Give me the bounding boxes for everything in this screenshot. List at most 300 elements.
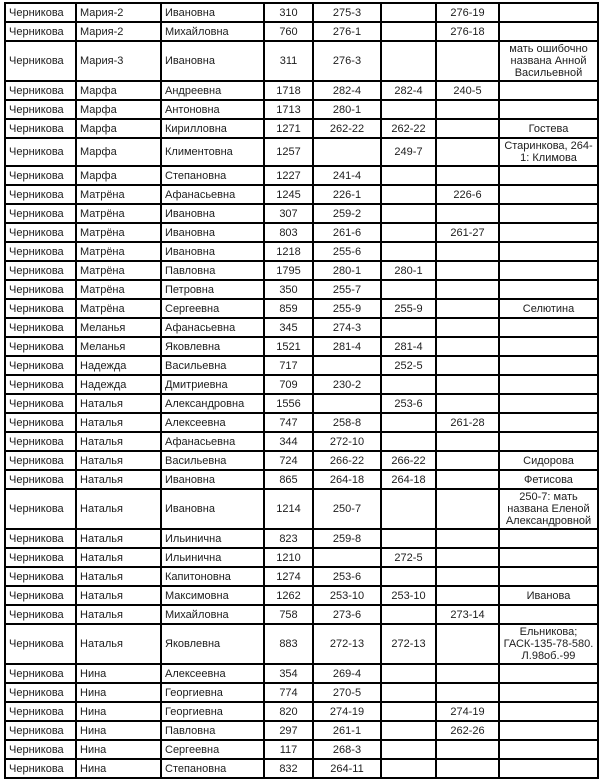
cell-given-name: Матрёна bbox=[76, 242, 161, 261]
table-row bbox=[5, 432, 598, 451]
cell-given-name: Матрёна bbox=[76, 204, 161, 223]
cell-ref-1: 266-22 bbox=[313, 451, 381, 470]
cell-notes: Старинкова, 264-1: Климова bbox=[499, 138, 598, 166]
cell-patronymic: Алексеевна bbox=[161, 664, 264, 683]
cell-record-number: 747 bbox=[264, 413, 313, 432]
table-row bbox=[5, 3, 598, 22]
cell-record-number: 758 bbox=[264, 605, 313, 624]
cell-ref-3 bbox=[436, 375, 499, 394]
records-table bbox=[4, 2, 599, 779]
cell-given-name: Наталья bbox=[76, 394, 161, 413]
cell-ref-1: 250-7 bbox=[313, 489, 381, 529]
cell-ref-1: 276-1 bbox=[313, 22, 381, 41]
cell-ref-2 bbox=[381, 280, 436, 299]
cell-given-name: Наталья bbox=[76, 605, 161, 624]
cell-ref-2 bbox=[381, 432, 436, 451]
cell-ref-2 bbox=[381, 166, 436, 185]
cell-notes bbox=[499, 721, 598, 740]
cell-ref-3: 262-26 bbox=[436, 721, 499, 740]
table-row bbox=[5, 529, 598, 548]
cell-notes bbox=[499, 394, 598, 413]
cell-ref-2 bbox=[381, 223, 436, 242]
table-row bbox=[5, 100, 598, 119]
cell-ref-1: 274-3 bbox=[313, 318, 381, 337]
cell-patronymic: Георгиевна bbox=[161, 683, 264, 702]
cell-given-name: Матрёна bbox=[76, 280, 161, 299]
cell-record-number: 883 bbox=[264, 624, 313, 664]
cell-surname: Черникова bbox=[5, 375, 76, 394]
cell-ref-2 bbox=[381, 605, 436, 624]
cell-notes: Сидорова bbox=[499, 451, 598, 470]
cell-surname: Черникова bbox=[5, 22, 76, 41]
cell-patronymic: Ивановна bbox=[161, 3, 264, 22]
cell-surname: Черникова bbox=[5, 489, 76, 529]
cell-record-number: 820 bbox=[264, 702, 313, 721]
cell-ref-3 bbox=[436, 586, 499, 605]
cell-record-number: 1245 bbox=[264, 185, 313, 204]
cell-patronymic: Ивановна bbox=[161, 489, 264, 529]
cell-record-number: 311 bbox=[264, 41, 313, 81]
table-row bbox=[5, 451, 598, 470]
cell-record-number: 724 bbox=[264, 451, 313, 470]
cell-notes: Иванова bbox=[499, 586, 598, 605]
cell-ref-2 bbox=[381, 702, 436, 721]
cell-patronymic: Ивановна bbox=[161, 204, 264, 223]
table-row bbox=[5, 185, 598, 204]
cell-given-name: Нина bbox=[76, 759, 161, 778]
cell-ref-1: 270-5 bbox=[313, 683, 381, 702]
cell-ref-2: 249-7 bbox=[381, 138, 436, 166]
cell-surname: Черникова bbox=[5, 451, 76, 470]
cell-surname: Черникова bbox=[5, 702, 76, 721]
cell-given-name: Мария-2 bbox=[76, 22, 161, 41]
cell-ref-2 bbox=[381, 3, 436, 22]
table-row bbox=[5, 740, 598, 759]
cell-given-name: Наталья bbox=[76, 451, 161, 470]
cell-ref-2: 262-22 bbox=[381, 119, 436, 138]
cell-given-name: Наталья bbox=[76, 489, 161, 529]
cell-notes bbox=[499, 432, 598, 451]
cell-ref-1: 253-6 bbox=[313, 567, 381, 586]
cell-given-name: Меланья bbox=[76, 318, 161, 337]
cell-ref-1: 255-7 bbox=[313, 280, 381, 299]
table-row bbox=[5, 470, 598, 489]
cell-surname: Черникова bbox=[5, 242, 76, 261]
cell-ref-2 bbox=[381, 740, 436, 759]
cell-ref-2 bbox=[381, 721, 436, 740]
cell-surname: Черникова bbox=[5, 3, 76, 22]
cell-ref-1: 264-11 bbox=[313, 759, 381, 778]
cell-surname: Черникова bbox=[5, 624, 76, 664]
cell-record-number: 1556 bbox=[264, 394, 313, 413]
cell-surname: Черникова bbox=[5, 318, 76, 337]
cell-ref-3 bbox=[436, 740, 499, 759]
table-row bbox=[5, 138, 598, 166]
cell-patronymic: Ивановна bbox=[161, 41, 264, 81]
cell-ref-1: 268-3 bbox=[313, 740, 381, 759]
cell-notes bbox=[499, 204, 598, 223]
cell-ref-2: 282-4 bbox=[381, 81, 436, 100]
cell-patronymic: Михайловна bbox=[161, 605, 264, 624]
table-row bbox=[5, 702, 598, 721]
cell-ref-3 bbox=[436, 683, 499, 702]
cell-notes: Ельникова; ГАСК-135-78-580. Л.98об.-99 bbox=[499, 624, 598, 664]
cell-surname: Черникова bbox=[5, 356, 76, 375]
table-row bbox=[5, 548, 598, 567]
cell-notes bbox=[499, 683, 598, 702]
cell-given-name: Наталья bbox=[76, 624, 161, 664]
table-row bbox=[5, 624, 598, 664]
cell-ref-2 bbox=[381, 185, 436, 204]
cell-notes bbox=[499, 185, 598, 204]
cell-given-name: Наталья bbox=[76, 586, 161, 605]
cell-record-number: 310 bbox=[264, 3, 313, 22]
cell-surname: Черникова bbox=[5, 567, 76, 586]
cell-ref-3 bbox=[436, 261, 499, 280]
table-row bbox=[5, 586, 598, 605]
cell-surname: Черникова bbox=[5, 185, 76, 204]
table-row bbox=[5, 489, 598, 529]
cell-ref-1: 253-10 bbox=[313, 586, 381, 605]
cell-notes bbox=[499, 81, 598, 100]
cell-ref-1: 273-6 bbox=[313, 605, 381, 624]
cell-surname: Черникова bbox=[5, 204, 76, 223]
cell-given-name: Нина bbox=[76, 683, 161, 702]
cell-surname: Черникова bbox=[5, 138, 76, 166]
cell-given-name: Мария-2 bbox=[76, 3, 161, 22]
cell-patronymic: Ильинична bbox=[161, 548, 264, 567]
cell-record-number: 354 bbox=[264, 664, 313, 683]
cell-ref-1: 258-8 bbox=[313, 413, 381, 432]
cell-ref-1: 272-13 bbox=[313, 624, 381, 664]
cell-ref-3: 276-18 bbox=[436, 22, 499, 41]
records-table-body bbox=[5, 3, 598, 778]
cell-ref-2 bbox=[381, 204, 436, 223]
cell-notes: Фетисова bbox=[499, 470, 598, 489]
cell-ref-2: 253-10 bbox=[381, 586, 436, 605]
cell-ref-3 bbox=[436, 242, 499, 261]
cell-surname: Черникова bbox=[5, 337, 76, 356]
cell-ref-1: 255-9 bbox=[313, 299, 381, 318]
cell-surname: Черникова bbox=[5, 586, 76, 605]
cell-patronymic: Петровна bbox=[161, 280, 264, 299]
cell-ref-2 bbox=[381, 22, 436, 41]
cell-given-name: Матрёна bbox=[76, 223, 161, 242]
cell-ref-2 bbox=[381, 242, 436, 261]
cell-ref-2 bbox=[381, 41, 436, 81]
cell-ref-3: 226-6 bbox=[436, 185, 499, 204]
cell-ref-1: 261-1 bbox=[313, 721, 381, 740]
cell-ref-3 bbox=[436, 318, 499, 337]
cell-patronymic: Павловна bbox=[161, 261, 264, 280]
cell-given-name: Марфа bbox=[76, 166, 161, 185]
cell-patronymic: Максимовна bbox=[161, 586, 264, 605]
cell-given-name: Марфа bbox=[76, 138, 161, 166]
table-row bbox=[5, 664, 598, 683]
cell-notes bbox=[499, 166, 598, 185]
cell-ref-3: 261-27 bbox=[436, 223, 499, 242]
cell-record-number: 1713 bbox=[264, 100, 313, 119]
table-row bbox=[5, 166, 598, 185]
cell-notes bbox=[499, 548, 598, 567]
cell-ref-2: 252-5 bbox=[381, 356, 436, 375]
cell-ref-3 bbox=[436, 451, 499, 470]
cell-record-number: 859 bbox=[264, 299, 313, 318]
cell-ref-3 bbox=[436, 356, 499, 375]
cell-record-number: 1274 bbox=[264, 567, 313, 586]
cell-patronymic: Афанасьевна bbox=[161, 432, 264, 451]
cell-record-number: 307 bbox=[264, 204, 313, 223]
cell-given-name: Надежда bbox=[76, 356, 161, 375]
table-row bbox=[5, 223, 598, 242]
table-row bbox=[5, 119, 598, 138]
cell-patronymic: Капитоновна bbox=[161, 567, 264, 586]
cell-record-number: 865 bbox=[264, 470, 313, 489]
cell-record-number: 1271 bbox=[264, 119, 313, 138]
cell-patronymic: Сергеевна bbox=[161, 299, 264, 318]
cell-notes bbox=[499, 280, 598, 299]
cell-record-number: 344 bbox=[264, 432, 313, 451]
cell-notes bbox=[499, 759, 598, 778]
cell-record-number: 774 bbox=[264, 683, 313, 702]
cell-ref-2: 280-1 bbox=[381, 261, 436, 280]
cell-ref-1: 275-3 bbox=[313, 3, 381, 22]
cell-ref-3: 276-19 bbox=[436, 3, 499, 22]
cell-patronymic: Антоновна bbox=[161, 100, 264, 119]
cell-ref-1: 241-4 bbox=[313, 166, 381, 185]
cell-patronymic: Ивановна bbox=[161, 242, 264, 261]
cell-notes bbox=[499, 567, 598, 586]
cell-surname: Черникова bbox=[5, 759, 76, 778]
cell-surname: Черникова bbox=[5, 470, 76, 489]
cell-ref-1: 259-2 bbox=[313, 204, 381, 223]
cell-surname: Черникова bbox=[5, 261, 76, 280]
cell-notes: Селютина bbox=[499, 299, 598, 318]
cell-patronymic: Яковлевна bbox=[161, 624, 264, 664]
cell-ref-1 bbox=[313, 356, 381, 375]
cell-ref-2: 281-4 bbox=[381, 337, 436, 356]
cell-notes: 250-7: мать названа Еленой Александровной bbox=[499, 489, 598, 529]
cell-given-name: Меланья bbox=[76, 337, 161, 356]
cell-ref-1: 259-8 bbox=[313, 529, 381, 548]
cell-record-number: 1227 bbox=[264, 166, 313, 185]
cell-surname: Черникова bbox=[5, 223, 76, 242]
cell-surname: Черникова bbox=[5, 529, 76, 548]
cell-ref-2 bbox=[381, 759, 436, 778]
cell-ref-2 bbox=[381, 489, 436, 529]
cell-notes bbox=[499, 242, 598, 261]
cell-patronymic: Ильинична bbox=[161, 529, 264, 548]
cell-ref-1: 226-1 bbox=[313, 185, 381, 204]
cell-record-number: 709 bbox=[264, 375, 313, 394]
cell-ref-1 bbox=[313, 394, 381, 413]
cell-record-number: 1262 bbox=[264, 586, 313, 605]
cell-notes bbox=[499, 375, 598, 394]
cell-ref-3 bbox=[436, 529, 499, 548]
cell-ref-3 bbox=[436, 759, 499, 778]
cell-record-number: 1257 bbox=[264, 138, 313, 166]
table-row bbox=[5, 605, 598, 624]
cell-notes bbox=[499, 318, 598, 337]
cell-ref-1: 264-18 bbox=[313, 470, 381, 489]
cell-surname: Черникова bbox=[5, 41, 76, 81]
cell-surname: Черникова bbox=[5, 683, 76, 702]
cell-given-name: Наталья bbox=[76, 567, 161, 586]
cell-ref-1: 276-3 bbox=[313, 41, 381, 81]
table-row bbox=[5, 721, 598, 740]
cell-ref-1: 281-4 bbox=[313, 337, 381, 356]
cell-notes bbox=[499, 261, 598, 280]
cell-notes bbox=[499, 740, 598, 759]
cell-ref-2 bbox=[381, 375, 436, 394]
cell-record-number: 1718 bbox=[264, 81, 313, 100]
cell-ref-1: 280-1 bbox=[313, 100, 381, 119]
cell-patronymic: Афанасьевна bbox=[161, 185, 264, 204]
cell-ref-3: 274-19 bbox=[436, 702, 499, 721]
cell-patronymic: Павловна bbox=[161, 721, 264, 740]
cell-ref-3 bbox=[436, 166, 499, 185]
cell-given-name: Наталья bbox=[76, 529, 161, 548]
cell-ref-3 bbox=[436, 432, 499, 451]
cell-surname: Черникова bbox=[5, 299, 76, 318]
cell-given-name: Матрёна bbox=[76, 299, 161, 318]
cell-ref-3: 273-14 bbox=[436, 605, 499, 624]
cell-ref-1: 282-4 bbox=[313, 81, 381, 100]
cell-record-number: 760 bbox=[264, 22, 313, 41]
cell-given-name: Матрёна bbox=[76, 185, 161, 204]
cell-record-number: 345 bbox=[264, 318, 313, 337]
cell-record-number: 1795 bbox=[264, 261, 313, 280]
table-row bbox=[5, 759, 598, 778]
cell-patronymic: Климентовна bbox=[161, 138, 264, 166]
cell-ref-3 bbox=[436, 204, 499, 223]
cell-surname: Черникова bbox=[5, 721, 76, 740]
table-row bbox=[5, 22, 598, 41]
table-row bbox=[5, 356, 598, 375]
cell-ref-3: 240-5 bbox=[436, 81, 499, 100]
cell-ref-2 bbox=[381, 413, 436, 432]
cell-record-number: 1218 bbox=[264, 242, 313, 261]
table-row bbox=[5, 299, 598, 318]
table-row bbox=[5, 41, 598, 81]
cell-notes bbox=[499, 529, 598, 548]
cell-record-number: 1521 bbox=[264, 337, 313, 356]
table-row bbox=[5, 394, 598, 413]
cell-ref-1: 280-1 bbox=[313, 261, 381, 280]
cell-patronymic: Афанасьевна bbox=[161, 318, 264, 337]
cell-patronymic: Александровна bbox=[161, 394, 264, 413]
cell-ref-1 bbox=[313, 548, 381, 567]
cell-ref-2: 266-22 bbox=[381, 451, 436, 470]
cell-ref-1: 272-10 bbox=[313, 432, 381, 451]
cell-surname: Черникова bbox=[5, 413, 76, 432]
cell-given-name: Матрёна bbox=[76, 261, 161, 280]
cell-patronymic: Васильевна bbox=[161, 451, 264, 470]
cell-record-number: 117 bbox=[264, 740, 313, 759]
cell-ref-2: 272-13 bbox=[381, 624, 436, 664]
cell-notes bbox=[499, 605, 598, 624]
cell-notes bbox=[499, 664, 598, 683]
cell-record-number: 823 bbox=[264, 529, 313, 548]
cell-surname: Черникова bbox=[5, 119, 76, 138]
cell-ref-2 bbox=[381, 100, 436, 119]
cell-patronymic: Ивановна bbox=[161, 223, 264, 242]
cell-record-number: 832 bbox=[264, 759, 313, 778]
cell-ref-3 bbox=[436, 337, 499, 356]
cell-patronymic: Андреевна bbox=[161, 81, 264, 100]
cell-surname: Черникова bbox=[5, 280, 76, 299]
cell-given-name: Надежда bbox=[76, 375, 161, 394]
cell-ref-3 bbox=[436, 299, 499, 318]
table-row bbox=[5, 683, 598, 702]
cell-surname: Черникова bbox=[5, 394, 76, 413]
cell-ref-3 bbox=[436, 280, 499, 299]
cell-record-number: 717 bbox=[264, 356, 313, 375]
cell-ref-3: 261-28 bbox=[436, 413, 499, 432]
cell-ref-1: 262-22 bbox=[313, 119, 381, 138]
cell-ref-1 bbox=[313, 138, 381, 166]
cell-given-name: Наталья bbox=[76, 432, 161, 451]
cell-ref-2: 264-18 bbox=[381, 470, 436, 489]
cell-patronymic: Кирилловна bbox=[161, 119, 264, 138]
cell-ref-2 bbox=[381, 664, 436, 683]
cell-given-name: Нина bbox=[76, 740, 161, 759]
cell-surname: Черникова bbox=[5, 100, 76, 119]
cell-ref-2 bbox=[381, 567, 436, 586]
cell-patronymic: Ивановна bbox=[161, 470, 264, 489]
cell-surname: Черникова bbox=[5, 605, 76, 624]
cell-notes: мать ошибочно названа Анной Васильевной bbox=[499, 41, 598, 81]
cell-ref-1: 230-2 bbox=[313, 375, 381, 394]
cell-notes bbox=[499, 702, 598, 721]
cell-surname: Черникова bbox=[5, 432, 76, 451]
cell-notes bbox=[499, 223, 598, 242]
table-row bbox=[5, 261, 598, 280]
cell-ref-3 bbox=[436, 470, 499, 489]
cell-notes bbox=[499, 100, 598, 119]
cell-notes bbox=[499, 356, 598, 375]
cell-ref-1: 255-6 bbox=[313, 242, 381, 261]
cell-given-name: Нина bbox=[76, 664, 161, 683]
cell-surname: Черникова bbox=[5, 548, 76, 567]
cell-given-name: Наталья bbox=[76, 470, 161, 489]
cell-patronymic: Алексеевна bbox=[161, 413, 264, 432]
cell-patronymic: Степановна bbox=[161, 759, 264, 778]
cell-notes bbox=[499, 413, 598, 432]
cell-given-name: Наталья bbox=[76, 548, 161, 567]
cell-ref-3 bbox=[436, 138, 499, 166]
cell-given-name: Марфа bbox=[76, 119, 161, 138]
cell-surname: Черникова bbox=[5, 740, 76, 759]
cell-ref-2: 272-5 bbox=[381, 548, 436, 567]
cell-ref-3 bbox=[436, 100, 499, 119]
cell-notes bbox=[499, 22, 598, 41]
cell-notes bbox=[499, 337, 598, 356]
cell-ref-3 bbox=[436, 119, 499, 138]
cell-ref-2: 255-9 bbox=[381, 299, 436, 318]
cell-notes: Гостева bbox=[499, 119, 598, 138]
cell-record-number: 297 bbox=[264, 721, 313, 740]
cell-ref-3 bbox=[436, 548, 499, 567]
cell-ref-2 bbox=[381, 529, 436, 548]
cell-record-number: 1214 bbox=[264, 489, 313, 529]
cell-record-number: 350 bbox=[264, 280, 313, 299]
cell-given-name: Мария-3 bbox=[76, 41, 161, 81]
table-row bbox=[5, 242, 598, 261]
cell-ref-3 bbox=[436, 624, 499, 664]
table-row bbox=[5, 280, 598, 299]
cell-patronymic: Сергеевна bbox=[161, 740, 264, 759]
